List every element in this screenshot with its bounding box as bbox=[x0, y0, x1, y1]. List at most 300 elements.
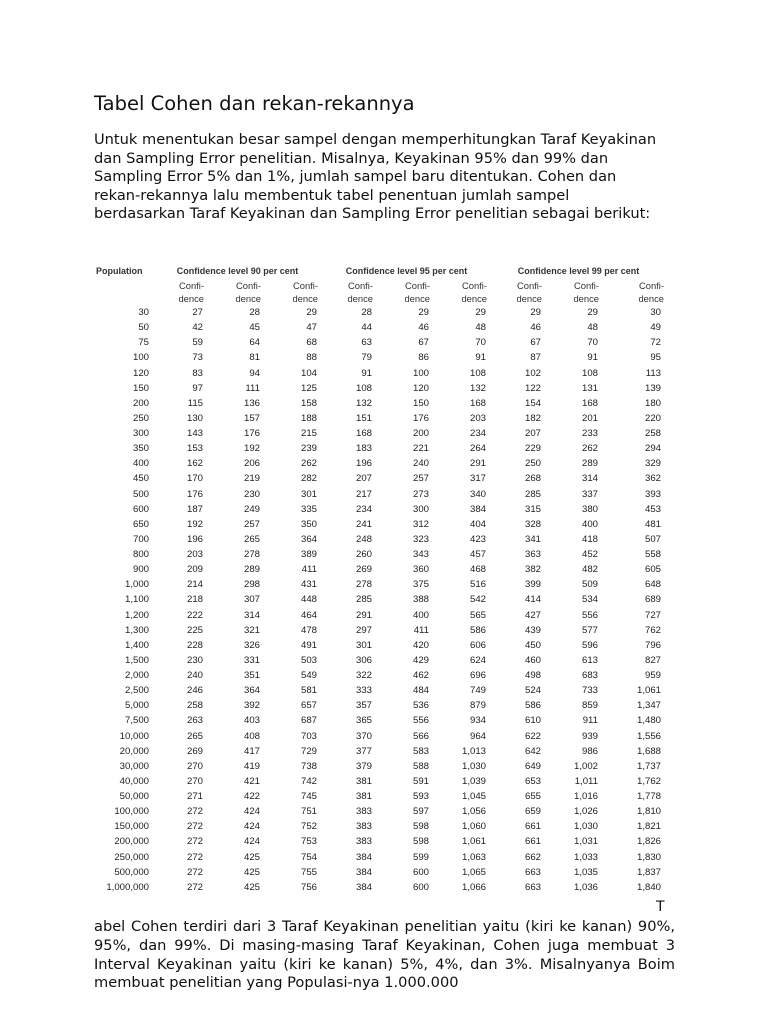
sample-size-cell: 67 bbox=[418, 337, 429, 349]
sample-size-cell: 206 bbox=[243, 458, 260, 470]
table-row bbox=[92, 456, 666, 471]
population-cell: 20,000 bbox=[119, 745, 149, 757]
sample-size-cell: 1,826 bbox=[636, 836, 661, 848]
sample-size-cell: 380 bbox=[581, 503, 598, 515]
sample-size-cell: 596 bbox=[581, 639, 598, 651]
sample-size-cell: 659 bbox=[524, 806, 541, 818]
sample-size-cell: 642 bbox=[524, 745, 541, 757]
table-row bbox=[92, 320, 666, 335]
sample-size-cell: 268 bbox=[524, 473, 541, 485]
cohen-sample-size-table bbox=[92, 264, 666, 910]
sample-size-cell: 222 bbox=[186, 609, 203, 621]
sample-size-cell: 59 bbox=[192, 337, 203, 349]
sample-size-cell: 113 bbox=[645, 367, 661, 379]
table-row bbox=[92, 487, 666, 502]
sample-size-cell: 959 bbox=[644, 670, 661, 681]
population-cell: 75 bbox=[138, 337, 149, 349]
sample-size-cell: 509 bbox=[581, 579, 598, 591]
sample-size-cell: 754 bbox=[300, 851, 317, 863]
sample-size-cell: 429 bbox=[412, 654, 429, 666]
sample-size-cell: 94 bbox=[249, 367, 260, 379]
table-row bbox=[92, 350, 666, 365]
sample-size-cell: 586 bbox=[469, 624, 486, 636]
sample-size-cell: 307 bbox=[243, 594, 260, 606]
population-cell: 700 bbox=[132, 533, 149, 545]
sample-size-cell: 610 bbox=[524, 715, 541, 727]
population-header: Population bbox=[96, 266, 143, 276]
sample-size-cell: 335 bbox=[300, 503, 317, 515]
sample-size-cell: 1,036 bbox=[573, 881, 598, 893]
sample-size-cell: 598 bbox=[412, 821, 429, 833]
sample-size-cell: 600 bbox=[412, 881, 429, 893]
sample-size-cell: 214 bbox=[186, 579, 203, 591]
sample-size-cell: 154 bbox=[524, 397, 541, 409]
table-row bbox=[92, 471, 666, 486]
population-cell: 250 bbox=[132, 412, 149, 424]
sample-size-cell: 182 bbox=[524, 412, 541, 424]
sample-size-cell: 655 bbox=[524, 791, 541, 802]
sample-size-cell: 464 bbox=[300, 609, 317, 621]
population-cell: 650 bbox=[132, 518, 149, 530]
sample-size-cell: 248 bbox=[355, 533, 372, 545]
sample-size-cell: 414 bbox=[524, 594, 541, 606]
sample-size-cell: 939 bbox=[581, 730, 598, 742]
sample-size-cell: 422 bbox=[243, 791, 260, 802]
sample-size-cell: 200 bbox=[412, 428, 429, 439]
sample-size-cell: 88 bbox=[306, 352, 317, 364]
population-cell: 2,500 bbox=[124, 685, 149, 697]
group-header-90: Confidence level 90 per cent bbox=[176, 266, 299, 276]
sample-size-cell: 1,030 bbox=[461, 760, 486, 772]
population-cell: 1,000,000 bbox=[106, 881, 149, 893]
table-row bbox=[92, 562, 666, 577]
table-row bbox=[92, 411, 666, 426]
sample-size-cell: 420 bbox=[412, 639, 429, 651]
sample-size-cell: 269 bbox=[355, 564, 372, 576]
sample-size-cell: 556 bbox=[581, 609, 598, 621]
sample-size-cell: 234 bbox=[355, 503, 372, 515]
confidence-subheader: Confi- bbox=[516, 280, 542, 291]
sample-size-cell: 70 bbox=[475, 337, 486, 349]
sample-size-cell: 408 bbox=[243, 730, 260, 742]
sample-size-cell: 516 bbox=[469, 579, 486, 591]
sample-size-cell: 964 bbox=[469, 730, 486, 742]
sample-size-cell: 565 bbox=[469, 609, 486, 621]
sample-size-cell: 389 bbox=[300, 549, 317, 560]
sample-size-cell: 108 bbox=[581, 367, 598, 379]
sample-size-cell: 91 bbox=[587, 352, 598, 364]
table-row bbox=[92, 653, 666, 668]
sample-size-cell: 411 bbox=[301, 564, 317, 576]
table-row bbox=[92, 713, 666, 728]
sample-size-cell: 384 bbox=[355, 851, 372, 863]
sample-size-cell: 203 bbox=[469, 412, 486, 424]
sample-size-cell: 613 bbox=[581, 654, 598, 666]
sample-size-cell: 462 bbox=[412, 670, 429, 681]
sample-size-cell: 230 bbox=[243, 488, 260, 500]
table-row bbox=[92, 335, 666, 350]
sample-size-cell: 260 bbox=[355, 549, 372, 560]
sample-size-cell: 1,480 bbox=[636, 715, 661, 727]
sample-size-cell: 1,688 bbox=[636, 745, 661, 757]
sample-size-cell: 306 bbox=[355, 654, 372, 666]
sample-size-cell: 264 bbox=[469, 443, 486, 455]
sample-size-cell: 536 bbox=[412, 700, 429, 712]
sample-size-cell: 314 bbox=[581, 473, 598, 485]
sample-size-cell: 79 bbox=[361, 352, 372, 364]
sample-size-cell: 48 bbox=[587, 322, 598, 334]
sample-size-cell: 91 bbox=[361, 367, 372, 379]
sample-size-cell: 599 bbox=[412, 851, 429, 863]
sample-size-cell: 399 bbox=[524, 579, 541, 591]
sample-size-cell: 1,026 bbox=[573, 806, 598, 818]
sample-size-cell: 381 bbox=[355, 791, 372, 802]
sample-size-cell: 388 bbox=[412, 594, 429, 606]
population-subheader-blank bbox=[92, 279, 153, 292]
sample-size-cell: 351 bbox=[243, 670, 260, 681]
population-subheader-blank bbox=[92, 292, 153, 305]
sample-size-cell: 95 bbox=[650, 352, 661, 364]
sample-size-cell: 468 bbox=[469, 564, 486, 576]
table-row bbox=[92, 381, 666, 396]
sample-size-cell: 350 bbox=[300, 518, 317, 530]
sample-size-cell: 425 bbox=[243, 851, 260, 863]
table-row bbox=[92, 774, 666, 789]
sample-size-cell: 606 bbox=[469, 639, 486, 651]
sample-size-cell: 752 bbox=[300, 821, 317, 833]
sample-size-cell: 341 bbox=[524, 533, 541, 545]
sample-size-cell: 28 bbox=[361, 307, 372, 318]
confidence-subheader: Confi- bbox=[461, 280, 487, 291]
sample-size-cell: 762 bbox=[644, 624, 661, 636]
sample-size-cell: 365 bbox=[355, 715, 372, 727]
confidence-subheader: Confi- bbox=[404, 280, 430, 291]
sample-size-cell: 404 bbox=[469, 518, 486, 530]
sample-size-cell: 597 bbox=[412, 806, 429, 818]
sample-size-cell: 225 bbox=[186, 624, 203, 636]
table-row bbox=[92, 729, 666, 744]
sample-size-cell: 384 bbox=[469, 503, 486, 515]
population-cell: 200 bbox=[132, 397, 149, 409]
table-row bbox=[92, 532, 666, 547]
sample-size-cell: 233 bbox=[581, 428, 598, 439]
sample-size-cell: 29 bbox=[475, 307, 486, 318]
sample-size-cell: 263 bbox=[186, 715, 203, 727]
sample-size-cell: 326 bbox=[243, 639, 260, 651]
sample-size-cell: 67 bbox=[530, 337, 541, 349]
sample-size-cell: 600 bbox=[412, 866, 429, 878]
sample-size-cell: 593 bbox=[412, 791, 429, 802]
sample-size-cell: 381 bbox=[355, 775, 372, 787]
sample-size-cell: 87 bbox=[530, 352, 541, 364]
confidence-subheader: Confi- bbox=[178, 280, 204, 291]
sample-size-cell: 534 bbox=[581, 594, 598, 606]
sample-size-cell: 272 bbox=[186, 806, 203, 818]
sample-size-cell: 1,002 bbox=[573, 760, 598, 772]
sample-size-cell: 1,031 bbox=[573, 836, 598, 848]
sample-size-table bbox=[92, 264, 666, 895]
sample-size-cell: 383 bbox=[355, 836, 372, 848]
table-row bbox=[92, 547, 666, 562]
sample-size-cell: 649 bbox=[524, 760, 541, 772]
sample-size-cell: 187 bbox=[186, 503, 203, 515]
sample-size-cell: 755 bbox=[300, 866, 317, 878]
sample-size-cell: 370 bbox=[355, 730, 372, 742]
sample-size-cell: 108 bbox=[469, 367, 486, 379]
sample-size-cell: 180 bbox=[644, 397, 661, 409]
sample-size-cell: 150 bbox=[412, 397, 429, 409]
sample-size-cell: 1,063 bbox=[461, 851, 486, 863]
sample-size-cell: 257 bbox=[412, 473, 429, 485]
sample-size-cell: 291 bbox=[355, 609, 372, 621]
sample-size-cell: 44 bbox=[361, 322, 372, 334]
sample-size-cell: 1,030 bbox=[573, 821, 598, 833]
sample-size-cell: 1,837 bbox=[636, 866, 661, 878]
sample-size-cell: 91 bbox=[475, 352, 486, 364]
sample-size-cell: 262 bbox=[300, 458, 317, 470]
sample-size-cell: 419 bbox=[243, 760, 260, 772]
sample-size-cell: 239 bbox=[300, 443, 317, 455]
sample-size-cell: 1,016 bbox=[573, 791, 598, 802]
sample-size-cell: 1,737 bbox=[636, 760, 661, 772]
sample-size-cell: 605 bbox=[644, 564, 661, 576]
sample-size-cell: 278 bbox=[243, 549, 260, 560]
sample-size-cell: 86 bbox=[418, 352, 429, 364]
table-row bbox=[92, 834, 666, 849]
table-row bbox=[92, 804, 666, 819]
sample-size-cell: 424 bbox=[243, 836, 260, 848]
sample-size-cell: 220 bbox=[644, 412, 661, 424]
population-cell: 450 bbox=[132, 473, 149, 485]
sample-size-cell: 558 bbox=[644, 549, 661, 560]
sample-size-cell: 503 bbox=[300, 654, 317, 666]
sample-size-cell: 661 bbox=[524, 836, 541, 848]
confidence-subheader: dence bbox=[516, 293, 542, 304]
sample-size-cell: 827 bbox=[644, 654, 661, 666]
confidence-subheader: Confi- bbox=[292, 280, 318, 291]
table-row bbox=[92, 366, 666, 381]
sample-size-cell: 400 bbox=[581, 518, 598, 530]
sample-size-cell: 108 bbox=[355, 382, 372, 394]
sample-size-cell: 400 bbox=[412, 609, 429, 621]
confidence-subheader: dence bbox=[347, 293, 373, 304]
sample-size-cell: 246 bbox=[186, 685, 203, 697]
sample-size-cell: 448 bbox=[300, 594, 317, 606]
population-cell: 500,000 bbox=[114, 866, 149, 878]
sample-size-cell: 383 bbox=[355, 806, 372, 818]
sample-size-cell: 131 bbox=[581, 382, 598, 394]
sample-size-cell: 343 bbox=[412, 549, 429, 560]
table-row bbox=[92, 668, 666, 683]
sample-size-cell: 662 bbox=[524, 851, 541, 863]
sample-size-cell: 30 bbox=[650, 307, 661, 318]
sample-size-cell: 196 bbox=[186, 533, 203, 545]
sample-size-cell: 168 bbox=[581, 397, 598, 409]
sample-size-cell: 418 bbox=[581, 533, 598, 545]
sample-size-cell: 624 bbox=[469, 654, 486, 666]
sample-size-cell: 478 bbox=[300, 624, 317, 636]
sample-size-cell: 83 bbox=[192, 367, 203, 379]
population-cell: 100,000 bbox=[114, 806, 149, 818]
sample-size-cell: 424 bbox=[243, 821, 260, 833]
table-row bbox=[92, 865, 666, 880]
sample-size-cell: 591 bbox=[412, 775, 429, 787]
table-row bbox=[92, 592, 666, 607]
sample-size-cell: 250 bbox=[524, 458, 541, 470]
confidence-subheader: dence bbox=[178, 293, 204, 304]
sample-size-cell: 696 bbox=[469, 670, 486, 681]
sample-size-cell: 45 bbox=[249, 322, 260, 334]
population-cell: 900 bbox=[132, 564, 149, 576]
sample-size-cell: 132 bbox=[355, 397, 372, 409]
confidence-subheader: Confi- bbox=[573, 280, 599, 291]
sample-size-cell: 272 bbox=[186, 851, 203, 863]
sample-size-cell: 382 bbox=[524, 564, 541, 576]
sample-size-cell: 158 bbox=[300, 397, 317, 409]
population-cell: 150 bbox=[132, 382, 149, 394]
sample-size-cell: 300 bbox=[412, 503, 429, 515]
sample-size-cell: 742 bbox=[300, 775, 317, 787]
sample-size-cell: 661 bbox=[524, 821, 541, 833]
sample-size-cell: 663 bbox=[524, 881, 541, 893]
sample-size-cell: 588 bbox=[412, 760, 429, 772]
sample-size-cell: 421 bbox=[243, 775, 260, 787]
sample-size-cell: 188 bbox=[300, 412, 317, 424]
sample-size-cell: 328 bbox=[524, 518, 541, 530]
population-cell: 500 bbox=[132, 488, 149, 500]
sample-size-cell: 153 bbox=[186, 443, 203, 455]
sample-size-cell: 745 bbox=[300, 791, 317, 802]
sample-size-cell: 285 bbox=[355, 594, 372, 606]
sample-size-cell: 452 bbox=[581, 549, 598, 560]
sample-size-cell: 48 bbox=[475, 322, 486, 334]
sample-size-cell: 1,035 bbox=[573, 866, 598, 878]
sample-size-cell: 47 bbox=[306, 322, 317, 334]
sample-size-cell: 282 bbox=[300, 473, 317, 485]
population-cell: 300 bbox=[132, 428, 149, 439]
sample-size-cell: 301 bbox=[355, 639, 372, 651]
sample-size-cell: 431 bbox=[300, 579, 317, 591]
population-cell: 120 bbox=[132, 367, 149, 379]
table-row bbox=[92, 517, 666, 532]
sample-size-cell: 215 bbox=[300, 428, 317, 439]
sample-size-cell: 217 bbox=[355, 488, 372, 500]
sample-size-cell: 411 bbox=[413, 624, 429, 636]
sample-size-cell: 291 bbox=[469, 458, 486, 470]
table-row bbox=[92, 819, 666, 834]
sample-size-cell: 265 bbox=[186, 730, 203, 742]
sample-size-cell: 272 bbox=[186, 866, 203, 878]
table-row bbox=[92, 880, 666, 895]
sample-size-cell: 262 bbox=[581, 443, 598, 455]
sample-size-cell: 384 bbox=[355, 881, 372, 893]
sample-size-cell: 581 bbox=[300, 685, 317, 697]
sample-size-cell: 331 bbox=[243, 654, 260, 666]
sample-size-cell: 234 bbox=[469, 428, 486, 439]
sample-size-cell: 240 bbox=[412, 458, 429, 470]
sample-size-cell: 230 bbox=[186, 654, 203, 666]
sample-size-cell: 229 bbox=[524, 443, 541, 455]
population-cell: 5,000 bbox=[124, 700, 149, 712]
sample-size-cell: 687 bbox=[300, 715, 317, 727]
sample-size-cell: 285 bbox=[524, 488, 541, 500]
sample-size-cell: 209 bbox=[186, 564, 203, 576]
table-row bbox=[92, 441, 666, 456]
sample-size-cell: 1,045 bbox=[461, 791, 486, 802]
sample-size-cell: 249 bbox=[243, 503, 260, 515]
sample-size-cell: 196 bbox=[355, 458, 372, 470]
confidence-subheader: dence bbox=[404, 293, 430, 304]
sample-size-cell: 481 bbox=[644, 518, 661, 530]
sample-size-cell: 228 bbox=[186, 639, 203, 651]
sample-size-cell: 733 bbox=[581, 685, 598, 697]
sample-size-cell: 272 bbox=[186, 881, 203, 893]
confidence-subheader: dence bbox=[461, 293, 487, 304]
sample-size-cell: 364 bbox=[300, 533, 317, 545]
sample-size-cell: 329 bbox=[644, 458, 661, 470]
sample-size-cell: 360 bbox=[412, 564, 429, 576]
sample-size-cell: 417 bbox=[243, 745, 260, 757]
sample-size-cell: 64 bbox=[249, 337, 260, 349]
table-row bbox=[92, 305, 666, 320]
sample-size-cell: 549 bbox=[300, 670, 317, 681]
sample-size-cell: 218 bbox=[186, 594, 203, 606]
sample-size-cell: 270 bbox=[186, 760, 203, 772]
population-cell: 50,000 bbox=[119, 791, 149, 802]
sample-size-cell: 151 bbox=[355, 412, 372, 424]
sample-size-cell: 278 bbox=[355, 579, 372, 591]
sample-size-cell: 1,039 bbox=[461, 775, 486, 787]
sample-size-cell: 104 bbox=[300, 367, 317, 379]
intro-paragraph: Untuk menentukan besar sampel dengan memperhitungkan Taraf Keyakinan dan Sampling Error penelitian. Misalnya, Keyakinan 95% dan 99% dan Sampling Error 5% dan 1%, jumlah sampel baru ditentukan. Cohen dan rekan-rekannya lalu membentuk tabel penentuan jumlah sampel berdasarkan Taraf Keyakinan dan Sampling Error penelitian sebagai berikut: bbox=[94, 131, 657, 223]
sample-size-cell: 333 bbox=[355, 685, 372, 697]
group-header-95: Confidence level 95 per cent bbox=[345, 266, 468, 276]
sample-size-cell: 424 bbox=[243, 806, 260, 818]
confidence-subheader: Confi- bbox=[235, 280, 261, 291]
table-row bbox=[92, 744, 666, 759]
table-row bbox=[92, 396, 666, 411]
sample-size-cell: 1,821 bbox=[636, 821, 661, 833]
confidence-subheader: dence bbox=[292, 293, 318, 304]
population-cell: 100 bbox=[132, 352, 149, 364]
sample-size-cell: 586 bbox=[524, 700, 541, 712]
sample-size-cell: 265 bbox=[243, 533, 260, 545]
population-cell: 7,500 bbox=[124, 715, 149, 727]
sample-size-cell: 542 bbox=[469, 594, 486, 606]
sample-size-cell: 125 bbox=[300, 382, 317, 394]
sample-size-cell: 756 bbox=[300, 881, 317, 893]
sample-size-cell: 73 bbox=[192, 352, 203, 364]
sample-size-cell: 221 bbox=[412, 443, 429, 455]
sample-size-cell: 241 bbox=[355, 518, 372, 530]
sample-size-cell: 1,061 bbox=[461, 836, 486, 848]
sample-size-cell: 577 bbox=[581, 624, 598, 636]
table-row bbox=[92, 623, 666, 638]
sample-size-cell: 657 bbox=[300, 700, 317, 712]
population-cell: 1,100 bbox=[124, 594, 149, 606]
sample-size-cell: 321 bbox=[243, 624, 260, 636]
sample-size-cell: 81 bbox=[249, 352, 260, 364]
sample-size-cell: 183 bbox=[355, 443, 372, 455]
sample-size-cell: 29 bbox=[530, 307, 541, 318]
population-cell: 250,000 bbox=[114, 851, 149, 863]
sample-size-cell: 317 bbox=[469, 473, 486, 485]
sample-size-cell: 1,065 bbox=[461, 866, 486, 878]
sample-size-cell: 1,347 bbox=[636, 700, 661, 712]
sample-size-cell: 583 bbox=[412, 745, 429, 757]
sample-size-cell: 879 bbox=[469, 700, 486, 712]
sample-size-cell: 729 bbox=[300, 745, 317, 757]
